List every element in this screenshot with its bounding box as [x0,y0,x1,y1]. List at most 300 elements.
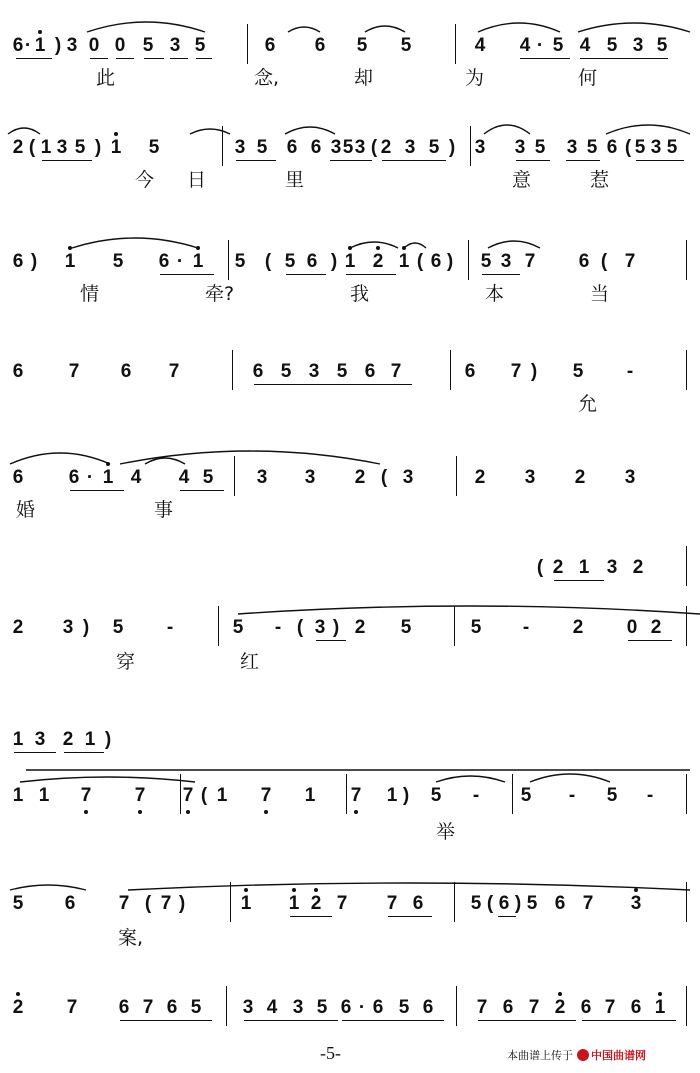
note: 7 [142,997,154,1018]
bar-line [232,350,233,390]
octave-high-dot [196,246,200,250]
beam-underline [582,1020,676,1021]
note: 1 [304,785,316,806]
beam-underline [196,58,212,59]
note: 5 [280,361,292,382]
bar-line [226,986,227,1026]
note: 5 [148,137,160,158]
bar-line [247,24,248,64]
note: 1 [344,251,356,272]
octave-high-dot [106,462,110,466]
note: 3 [314,617,326,638]
octave-high-dot [402,246,406,250]
bar-line [686,986,687,1026]
note: 6 [264,35,276,56]
note: 3 [650,137,662,158]
augmentation-dot: · [24,35,32,56]
note: 5 [256,137,268,158]
note: 6 [580,997,592,1018]
note: 7 [118,893,130,914]
beam-underline [520,58,570,59]
augmentation-dot: · [86,467,94,488]
note: 7 [68,361,80,382]
slur [530,774,610,782]
beam-underline [342,1020,444,1021]
octave-high-dot [244,888,248,892]
note: 5 [202,467,214,488]
octave-low-dot [84,810,88,814]
bar-line [454,882,455,922]
beam-underline [346,274,396,275]
lyric-syllable: 何 [578,67,598,89]
note: 2 [12,997,24,1018]
note: 4 [266,997,278,1018]
lyric-syllable: 却 [354,67,374,89]
beam-underline [286,274,326,275]
note: 5 [74,137,86,158]
note: 5 [656,35,668,56]
note: 5 [234,251,246,272]
note: 5 [430,785,442,806]
note: 6 [364,361,376,382]
slur [145,458,185,464]
slur [606,125,690,134]
note: 7 [182,785,194,806]
note: 1 [102,467,114,488]
lyric-syllable: 念, [254,67,280,89]
octave-high-dot [658,992,662,996]
note: 1 [84,729,96,750]
note: 7 [80,785,92,806]
beam-underline [42,160,92,161]
note: 2 [62,729,74,750]
octave-high-dot [376,246,380,250]
note: 7 [160,893,172,914]
note: 5 [572,361,584,382]
note: 5 [428,137,440,158]
lyric-syllable: 红 [240,651,260,673]
note: 4 [130,467,142,488]
octave-high-dot [292,888,296,892]
octave-high-dot [38,30,42,34]
lyric-syllable: 今 [135,169,155,191]
note: 6 [158,251,170,272]
note: 1 [240,893,252,914]
note: 6 [64,893,76,914]
note: 5 [470,893,482,914]
paren: ) [178,893,186,914]
note: 3 [256,467,268,488]
note: 3 [524,467,536,488]
upload-credit [507,1047,646,1063]
bar-line [228,240,229,280]
paren: ( [624,137,632,158]
note: 1 [40,137,52,158]
lyric-syllable: 婚 [16,499,36,521]
slur [190,129,230,134]
slur [238,606,700,614]
note: 5 [142,35,154,56]
lyric-syllable: 日 [187,169,207,191]
paren: ) [82,617,90,638]
note: 6 [422,997,434,1018]
note: 2 [554,997,566,1018]
slur [404,243,426,248]
note: 7 [336,893,348,914]
note: 7 [134,785,146,806]
lyric-syllable: 牵? [205,283,235,305]
paren: ) [530,361,538,382]
note: 7 [386,893,398,914]
lyric-syllable: 当 [590,283,610,305]
note: 6 [554,893,566,914]
augmentation-dot: · [358,997,366,1018]
note: 6 [306,251,318,272]
note: 5 [480,251,492,272]
paren: ( [416,251,424,272]
note: 6 [430,251,442,272]
paren: ( [380,467,388,488]
beam-underline [330,160,372,161]
note: 4 [579,35,591,56]
note: 0 [626,617,638,638]
beam-underline [290,916,332,917]
note: 5 [606,35,618,56]
lyric-syllable: 我 [350,283,370,305]
note: 5 [666,137,678,158]
octave-low-dot [138,810,142,814]
beam-underline [516,160,550,161]
lyric-syllable: 意 [512,169,532,191]
beam-underline [144,58,164,59]
bar-line [346,774,347,814]
note: 7 [66,997,78,1018]
note: 2 [572,617,584,638]
octave-low-dot [264,810,268,814]
slur [8,128,40,134]
bar-line [512,774,513,814]
credit-text: 本曲谱上传于 [507,1049,573,1062]
paren: ) [104,729,112,750]
note: 6 [310,137,322,158]
beam-underline [554,580,604,581]
note: 3 [630,893,642,914]
slur [285,127,335,134]
lyric-syllable: 情 [80,283,100,305]
note: 2 [632,557,644,578]
note: 6 [252,361,264,382]
slur [10,453,110,464]
note: 5 [112,251,124,272]
lyric-syllable: 事 [154,499,174,521]
note: 1 [12,785,24,806]
note: 3 [34,729,46,750]
note: 1 [38,785,50,806]
lyric-syllable: 惹 [590,169,610,191]
lyric-syllable: 为 [465,67,485,89]
note: 2 [354,617,366,638]
beam-underline [254,384,412,385]
note: 7 [582,893,594,914]
note: 5 [356,35,368,56]
note: 3 [169,35,181,56]
note: 6 [12,467,24,488]
note: 3 [624,467,636,488]
note: 3 [566,137,578,158]
note: 6 [12,361,24,382]
note: 3 [292,997,304,1018]
note: 5 [606,785,618,806]
note: 3 [606,557,618,578]
lyric-syllable: 允 [578,393,598,415]
lyric-syllable: 此 [96,67,116,89]
dash: - [472,785,480,806]
note: 5 [520,785,532,806]
note: 3 [308,361,320,382]
octave-high-dot [114,132,118,136]
beam-underline [170,58,188,59]
note: 3 [234,137,246,158]
note: 1 [398,251,410,272]
lyric-syllable: 案, [118,927,144,949]
page-number: -5- [320,1043,341,1063]
beam-underline [64,752,104,753]
note: 5 [400,617,412,638]
bar-line [450,350,451,390]
paren: ) [446,251,454,272]
slur [578,23,690,32]
bar-line [222,126,223,166]
note: 6 [118,997,130,1018]
note: 3 [330,137,342,158]
note: 6 [166,997,178,1018]
slur [72,238,198,248]
beam-underline [160,274,214,275]
note: 5 [336,361,348,382]
note: 3 [354,137,366,158]
bar-line [686,882,687,922]
note: 3 [242,997,254,1018]
beam-underline [70,490,124,491]
lyric-syllable: 本 [485,283,505,305]
paren: ) [54,35,62,56]
bar-line [686,606,687,646]
note: 3 [56,137,68,158]
paren: ( [28,137,36,158]
dash: - [626,361,634,382]
note: 1 [654,997,666,1018]
octave-high-dot [68,246,72,250]
beam-underline [16,58,52,59]
note: 3 [404,137,416,158]
slur [10,885,86,890]
paren: ( [600,251,608,272]
lyric-syllable: 举 [436,821,456,843]
note: 6 [68,467,80,488]
note: 6 [314,35,326,56]
slur [365,26,405,32]
note: 5 [232,617,244,638]
slur [484,125,530,134]
bar-line [456,456,457,496]
note: 6 [502,997,514,1018]
note: 5 [586,137,598,158]
octave-high-dot [16,992,20,996]
note: 2 [574,467,586,488]
slur [288,27,320,32]
paren: ( [144,893,152,914]
note: 0 [114,35,126,56]
bar-line [234,456,235,496]
beam-underline [116,58,134,59]
beam-underline [478,1020,576,1021]
paren: ( [264,251,272,272]
paren: ) [332,617,340,638]
note: 6 [606,137,618,158]
slur [436,776,505,782]
paren: ) [94,137,102,158]
note: 7 [604,997,616,1018]
note: 2 [372,251,384,272]
note: 2 [310,893,322,914]
dash: - [568,785,576,806]
note: 5 [552,35,564,56]
note: 5 [526,893,538,914]
slur [20,777,195,782]
octave-high-dot [348,246,352,250]
note: 6 [12,251,24,272]
beam-underline [244,1020,338,1021]
note: 6 [630,997,642,1018]
note: 6 [372,997,384,1018]
note: 1 [34,35,46,56]
slur [478,23,560,32]
slur [128,883,690,890]
beam-underline [482,274,520,275]
note: 6 [120,361,132,382]
paren: ) [402,785,410,806]
bar-line [686,546,687,586]
bar-line [686,774,687,814]
dash: - [522,617,530,638]
note: 1 [110,137,122,158]
note: 2 [650,617,662,638]
note: 3 [632,35,644,56]
note: 5 [400,35,412,56]
note: 3 [402,467,414,488]
beam-underline [90,58,108,59]
paren: ( [200,785,208,806]
note: 6 [498,893,510,914]
note: 3 [500,251,512,272]
note: 7 [390,361,402,382]
beam-underline [636,160,684,161]
octave-high-dot [558,992,562,996]
beam-underline [14,752,56,753]
bar-line [456,986,457,1026]
paren: ( [370,137,378,158]
paren: ) [330,251,338,272]
note: 5 [342,137,354,158]
bar-line [180,774,181,814]
note: 7 [624,251,636,272]
paren: ) [30,251,38,272]
slur [350,242,398,248]
beam-underline [316,640,346,641]
note: 4 [178,467,190,488]
paren: ( [296,617,304,638]
paren: ) [448,137,456,158]
note: 1 [216,785,228,806]
note: 7 [528,997,540,1018]
lyric-syllable: 里 [285,169,305,191]
note: 5 [12,893,24,914]
dash: - [166,617,174,638]
note: 1 [578,557,590,578]
bar-line [454,606,455,646]
octave-high-dot [634,888,638,892]
slur [120,451,380,464]
note: 6 [340,997,352,1018]
note: 6 [286,137,298,158]
note: 2 [12,617,24,638]
note: 6 [578,251,590,272]
note: 5 [284,251,296,272]
augmentation-dot: · [536,35,544,56]
note: 2 [12,137,24,158]
note: 5 [634,137,646,158]
beam-underline [236,160,276,161]
note: 4 [519,35,531,56]
site-logo-icon [577,1049,589,1061]
note: 7 [350,785,362,806]
note: 1 [386,785,398,806]
note: 7 [510,361,522,382]
note: 6 [12,35,24,56]
beam-underline [120,1020,212,1021]
note: 5 [190,997,202,1018]
note: 5 [194,35,206,56]
dash: - [274,617,282,638]
beam-underline [566,160,600,161]
dash: - [646,785,654,806]
note: 3 [514,137,526,158]
note: 3 [66,35,78,56]
slur [87,22,205,32]
octave-low-dot [186,810,190,814]
bar-line [455,24,456,64]
note: 2 [380,137,392,158]
note: 1 [192,251,204,272]
note: 7 [168,361,180,382]
note: 5 [398,997,410,1018]
octave-low-dot [354,810,358,814]
bar-line [218,606,219,646]
beam-underline [382,160,446,161]
beam-underline [180,490,224,491]
bar-line [686,350,687,390]
augmentation-dot: · [176,251,184,272]
note: 1 [288,893,300,914]
bar-line [470,126,471,166]
lyric-syllable: 穿 [116,651,136,673]
note: 0 [88,35,100,56]
note: 7 [476,997,488,1018]
note: 6 [412,893,424,914]
octave-high-dot [314,888,318,892]
note: 1 [12,729,24,750]
note: 5 [112,617,124,638]
